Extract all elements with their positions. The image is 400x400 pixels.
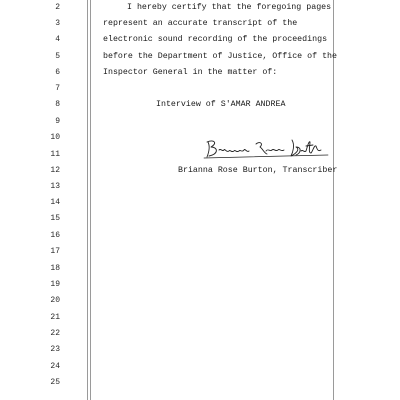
line-number: 12 [50,166,60,175]
line-number: 20 [50,296,60,305]
certification-line-4: electronic sound recording of the proceedings [103,35,328,44]
line-number: 15 [50,214,60,223]
line-number: 17 [50,247,60,256]
line-number: 18 [50,264,60,273]
transcriber-signature [200,136,330,162]
line-number: 24 [50,362,60,371]
line-number: 25 [50,378,60,387]
line-number: 2 [55,3,60,12]
line-number: 23 [50,345,60,354]
line-number: 3 [55,19,60,28]
margin-rule-inner [90,0,91,400]
line-number: 14 [50,198,60,207]
line-number: 4 [55,35,60,44]
line-number: 9 [55,117,60,126]
certification-line-3: represent an accurate transcript of the [103,19,298,28]
transcriber-name: Brianna Rose Burton, Transcriber [178,166,338,175]
certification-line-5: before the Department of Justice, Office of the [103,52,338,61]
line-number: 6 [55,68,60,77]
line-number: 19 [50,280,60,289]
interview-title: Interview of S'AMAR ANDREA [156,100,286,109]
line-number: 5 [55,52,60,61]
line-number: 16 [50,231,60,240]
line-number: 21 [50,313,60,322]
line-number: 7 [55,84,60,93]
line-number: 10 [50,133,60,142]
line-number: 22 [50,329,60,338]
line-number: 8 [55,100,60,109]
margin-rule-outer [87,0,88,400]
certification-line-2: I hereby certify that the foregoing pages [127,3,332,12]
line-number: 13 [50,182,60,191]
certification-line-6: Inspector General in the matter of: [103,68,278,77]
line-number: 11 [50,150,60,159]
